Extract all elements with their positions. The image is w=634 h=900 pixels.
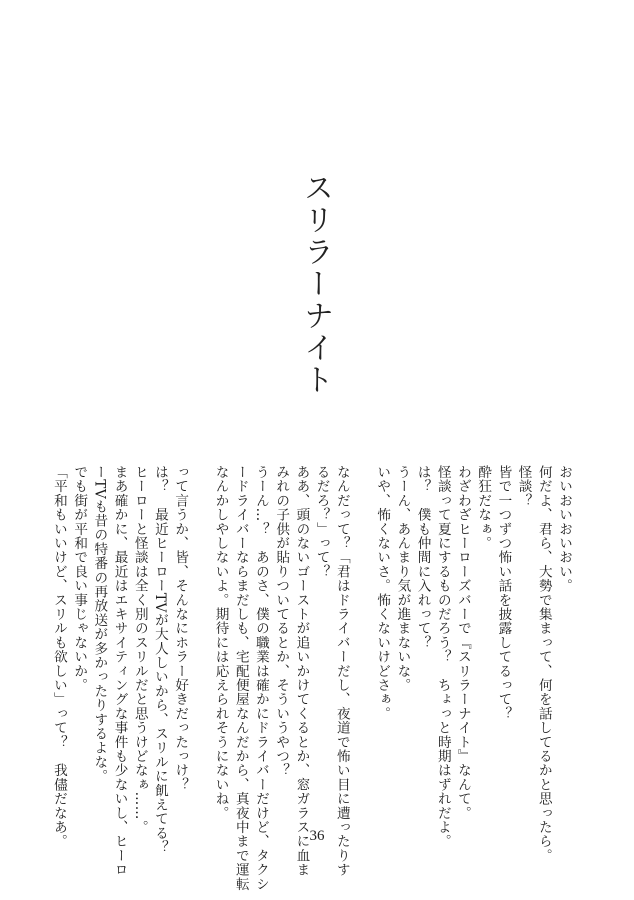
text-line: ヒーローと怪談は全く別のスリルだと思うけどなぁ……。 [131, 465, 148, 835]
text-line: まあ確かに、最近はエキサイティングな事件も少ないし、ヒーロ [111, 465, 128, 877]
text-line: なんだって？「君はドライバーだし、夜道で怖い目に遭ったりす [333, 465, 350, 877]
page-number: 36 [309, 828, 325, 844]
text-line: って言うか、皆、そんなにホラー好きだったっけ？ [172, 465, 189, 792]
text-line: わざわざヒーローズバーで『スリラーナイト』なんて。 [454, 465, 471, 820]
text-line: みれの子供が貼りついてるとか、そういうやつ？ [273, 465, 290, 778]
text-line: ーTVも昔の特番の再放送が多かったりするよな。 [91, 465, 108, 784]
text-line: 怪談？ [515, 465, 532, 508]
text-line: 皆で一つずつ怖い話を披露してるって？ [495, 465, 512, 721]
text-line: ードライバーならまだしも、宅配便屋なんだから、真夜中まで運転 [232, 465, 249, 891]
text-line: 酔狂だなぁ。 [475, 465, 492, 551]
text-line: なんかしやしないよ。期待には応えられそうにないね。 [212, 465, 229, 820]
text-line: いや、怖くないさ。怖くないけどさぁ。 [374, 465, 391, 721]
text-line: は？ 僕も仲間に入れって？ [414, 465, 431, 650]
text-line: 何だよ、君ら、大勢で集まって、何を話してるかと思ったら。 [535, 465, 552, 863]
paragraph-gap [190, 465, 210, 820]
story-title: スリラーナイト [298, 172, 333, 396]
text-line: るだろ？」って？ [313, 465, 330, 579]
text-line: おいおいおいおい。 [556, 465, 572, 593]
text-line: うーん、あんまり気が進まないな。 [394, 465, 411, 693]
text-line: 怪談って夏にするものだろう？ ちょっと時期はずれだよ。 [434, 465, 451, 849]
text-line: うーん…？ あのさ、僕の職業は確かにドライバーだけど、タクシ [252, 465, 269, 891]
text-line: ああ、頭のないゴーストが追いかけてくるとか、窓ガラスに血ま [293, 465, 310, 877]
text-line: でも街が平和で良い事じゃないか。 [71, 465, 88, 693]
paragraph-gap [352, 465, 372, 820]
text-line: 「平和もいいけど、スリルも欲しい」って？ 我儘だなあ。 [50, 465, 67, 849]
text-line: は？ 最近ヒーローTVが大人しいから、スリルに飢えてる？ [151, 465, 168, 855]
